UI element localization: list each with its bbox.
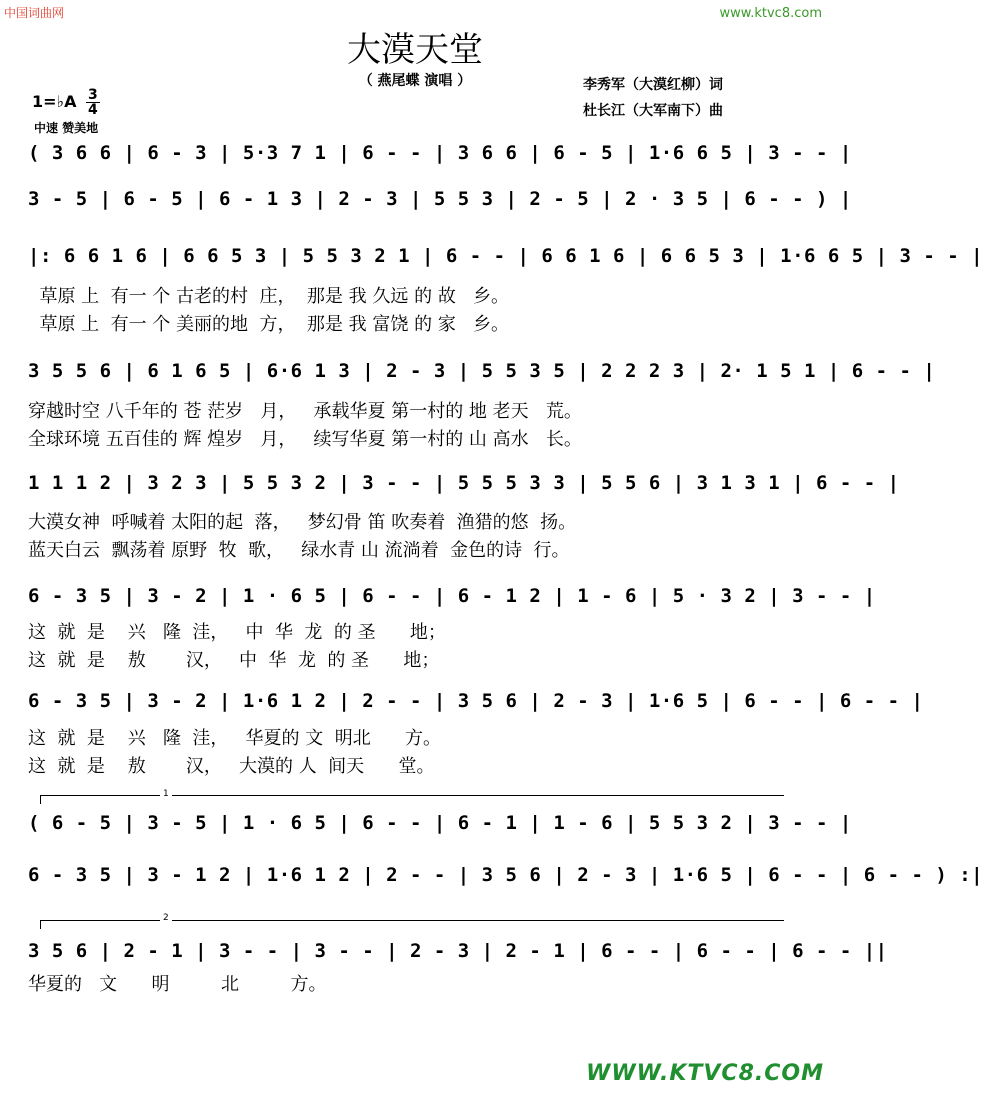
- lyrics-row-chorus-1-a: 这 就 是 兴 隆 洼， 中 华 龙 的 圣 地；: [28, 622, 446, 643]
- volta-1-line-right: [172, 795, 784, 796]
- score-row-chorus-1: 6 - 3 5 | 3 - 2 | 1 · 6 5 | 6 - - | 6 - 1 2 | 1 - 6 | 5 · 3 2 | 3 - - |: [28, 585, 876, 607]
- composer-credit: 杜长江（大军南下）曲: [583, 103, 723, 119]
- key-label: 1=♭A: [32, 92, 77, 111]
- lyrics-row-verse-3-b: 蓝天白云 飘荡着 原野 牧 歌， 绿水青 山 流淌着 金色的诗 行。: [28, 540, 570, 561]
- key-signature: [32, 88, 100, 117]
- tempo-marking: 中速 赞美地: [34, 121, 99, 135]
- volta-2-line-left: [40, 920, 160, 921]
- lyrics-row-chorus-1-b: 这 就 是 敖 汉， 中 华 龙 的 圣 地；: [28, 650, 440, 671]
- score-row-ending: 3 5 6 | 2 - 1 | 3 - - | 3 - - | 2 - 3 | 2 - 1 | 6 - - | 6 - - | 6 - - ||: [28, 940, 888, 962]
- meter-denominator: 4: [88, 102, 98, 118]
- score-row-intro-1: ( 3 6 6 | 6 - 3 | 5·3 7 1 | 6 - - | 3 6 6 | 6 - 5 | 1·6 6 5 | 3 - - |: [28, 142, 852, 164]
- watermark-top-right: www.ktvc8.com: [719, 6, 822, 21]
- lyrics-row-ending: 华夏的 文 明 北 方。: [28, 974, 327, 995]
- song-title: 大漠天堂: [347, 30, 483, 70]
- watermark-top-left: 中国词曲网: [4, 6, 65, 20]
- volta-2-label: 2: [163, 913, 169, 923]
- meter-numerator: 3: [88, 87, 98, 103]
- lyrics-row-verse-1-a: 草原 上 有一 个 古老的村 庄， 那是 我 久远 的 故 乡。: [28, 286, 509, 307]
- volta-2-start-tick: [40, 920, 41, 929]
- score-row-verse-2: 3 5 5 6 | 6 1 6 5 | 6·6 1 3 | 2 - 3 | 5 5 3 5 | 2 2 2 3 | 2· 1 5 1 | 6 - - |: [28, 360, 936, 382]
- score-row-chorus-2: 6 - 3 5 | 3 - 2 | 1·6 1 2 | 2 - - | 3 5 6 | 2 - 3 | 1·6 5 | 6 - - | 6 - - |: [28, 690, 924, 712]
- lyrics-row-chorus-2-b: 这 就 是 敖 汉， 大漠的 人 间天 堂。: [28, 756, 435, 777]
- volta-1-start-tick: [40, 795, 41, 804]
- score-row-interlude-2: 6 - 3 5 | 3 - 1 2 | 1·6 1 2 | 2 - - | 3 5 6 | 2 - 3 | 1·6 5 | 6 - - | 6 - - ) :|: [28, 864, 983, 886]
- watermark-bottom-right: WWW.KTVC8.COM: [586, 1061, 824, 1086]
- lyricist-credit: 李秀军（大漠红柳）词: [583, 77, 723, 93]
- lyrics-row-verse-2-a: 穿越时空 八千年的 苍 茫岁 月， 承载华夏 第一村的 地 老天 荒。: [28, 401, 582, 422]
- lyrics-row-verse-3-a: 大漠女神 呼喊着 太阳的起 落， 梦幻骨 笛 吹奏着 渔猎的悠 扬。: [28, 512, 577, 533]
- volta-1-line-left: [40, 795, 160, 796]
- volta-2-line-right: [172, 920, 784, 921]
- volta-1-label: 1: [163, 789, 169, 799]
- score-row-verse-1: |: 6 6 1 6 | 6 6 5 3 | 5 5 3 2 1 | 6 - - | 6 6 1 6 | 6 6 5 3 | 1·6 6 5 | 3 - - |: [28, 245, 983, 267]
- score-row-interlude-1: ( 6 - 5 | 3 - 5 | 1 · 6 5 | 6 - - | 6 - 1 | 1 - 6 | 5 5 3 2 | 3 - - |: [28, 812, 852, 834]
- lyrics-row-verse-2-b: 全球环境 五百佳的 辉 煌岁 月， 续写华夏 第一村的 山 高水 长。: [28, 429, 582, 450]
- time-signature: [86, 88, 100, 117]
- score-row-intro-2: 3 - 5 | 6 - 5 | 6 - 1 3 | 2 - 3 | 5 5 3 | 2 - 5 | 2 · 3 5 | 6 - - ) |: [28, 188, 852, 210]
- lyrics-row-verse-1-b: 草原 上 有一 个 美丽的地 方， 那是 我 富饶 的 家 乡。: [28, 314, 509, 335]
- score-row-verse-3: 1 1 1 2 | 3 2 3 | 5 5 3 2 | 3 - - | 5 5 5 3 3 | 5 5 6 | 3 1 3 1 | 6 - - |: [28, 472, 900, 494]
- lyrics-row-chorus-2-a: 这 就 是 兴 隆 洼， 华夏的 文 明北 方。: [28, 728, 442, 749]
- singer-credit: （ 燕尾蝶 演唱 ）: [358, 73, 472, 89]
